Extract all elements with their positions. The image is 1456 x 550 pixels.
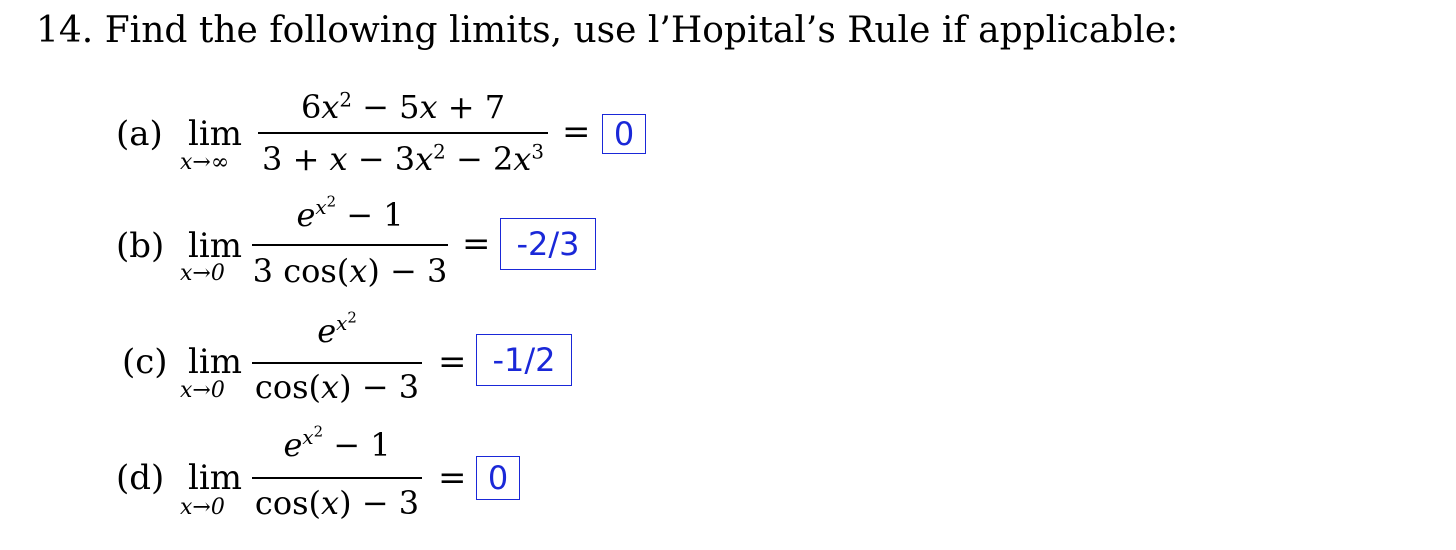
equals-sign: =: [562, 112, 591, 152]
denominator: cos(x) − 3: [254, 368, 420, 406]
numerator: $6x^2 - 5x + 7$: [300, 88, 506, 126]
numerator: $e^{x^2} - 1$: [296, 192, 404, 234]
problem-label: (c): [122, 342, 168, 382]
answer-box: 0: [476, 456, 520, 500]
numerator: $e^{x^2} - 1$: [283, 422, 391, 464]
fraction-bar: [258, 132, 548, 134]
equals-sign: =: [462, 224, 491, 264]
limit-approach: x→∞: [180, 150, 230, 175]
equals-sign: =: [438, 342, 467, 382]
answer-box: -2/3: [500, 218, 596, 270]
problem-title: 14. Find the following limits, use l’Hopital’s Rule if applicable:: [36, 10, 1179, 51]
problem-label: (a): [116, 114, 163, 154]
fraction-bar: [252, 477, 422, 479]
lim-operator: lim: [188, 458, 242, 498]
lim-operator: lim: [188, 342, 242, 382]
problem-label: (d): [116, 458, 165, 498]
answer-box: 0: [602, 114, 646, 154]
numerator: $e^{x^2}$: [317, 308, 357, 350]
denominator: 3 cos(x) − 3: [252, 252, 448, 290]
limit-approach: x→0: [180, 261, 225, 286]
equals-sign: =: [438, 458, 467, 498]
answer-box: -1/2: [476, 334, 572, 386]
problem-label: (b): [116, 226, 165, 266]
lim-operator: lim: [188, 114, 242, 154]
fraction-bar: [252, 362, 422, 364]
limit-approach: x→0: [180, 378, 225, 403]
lim-operator: lim: [188, 226, 242, 266]
denominator: cos(x) − 3: [254, 484, 420, 522]
fraction-bar: [252, 244, 448, 246]
limit-approach: x→0: [180, 495, 225, 520]
denominator: $3 + x - 3x^2 - 2x^3$: [262, 140, 544, 178]
